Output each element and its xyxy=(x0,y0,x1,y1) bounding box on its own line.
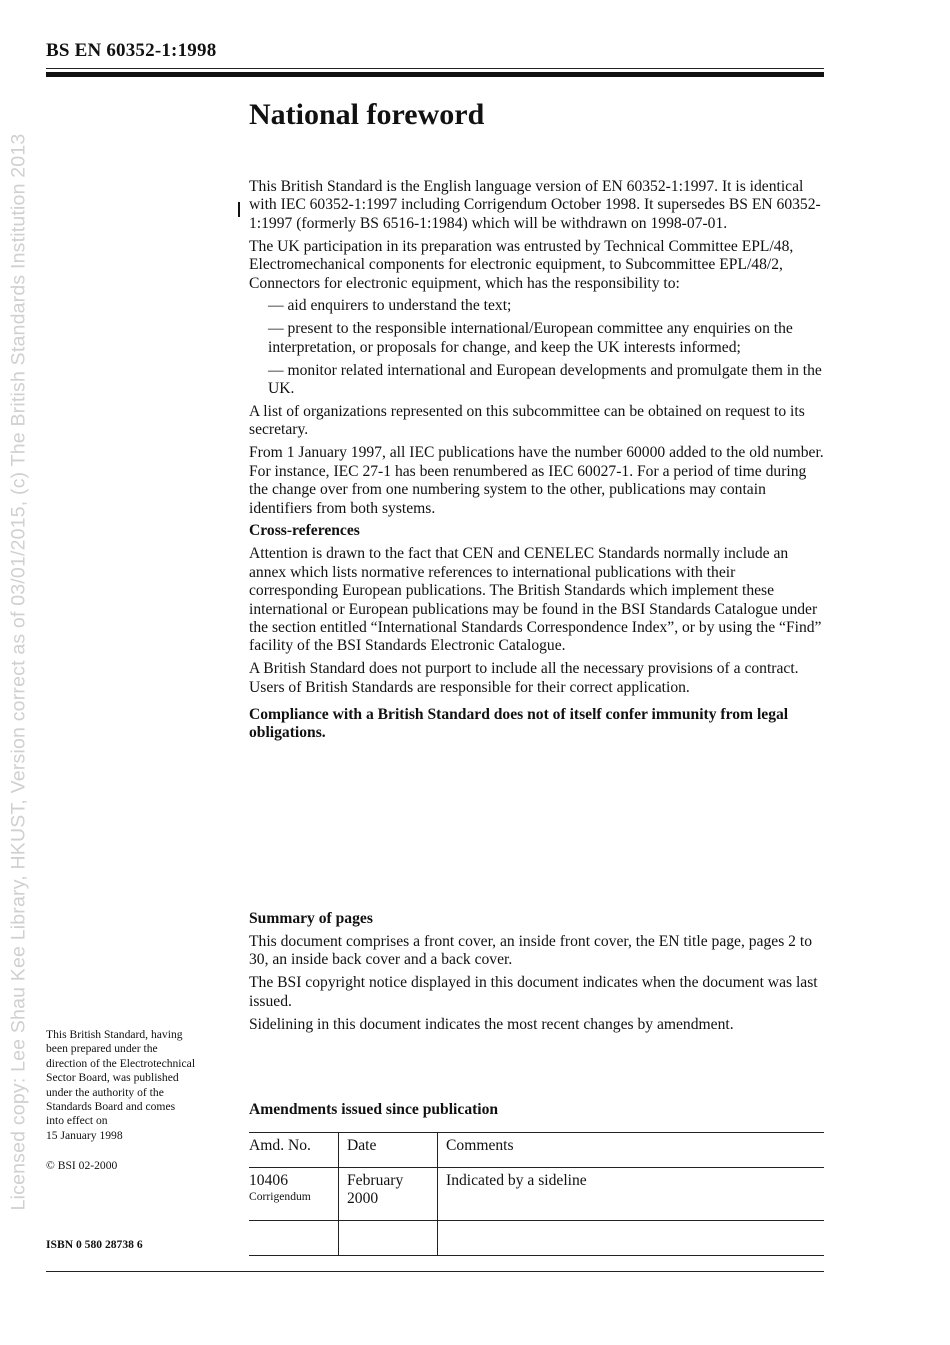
comments-cell: Indicated by a sideline xyxy=(438,1168,825,1221)
date-cell xyxy=(339,1168,438,1221)
amd-type: Corrigendum xyxy=(249,1190,311,1204)
publication-note-line: direction of the Electrotechnical xyxy=(46,1056,196,1070)
amendment-sideline xyxy=(238,202,240,217)
amd-no-cell xyxy=(249,1168,339,1221)
publication-note xyxy=(46,1028,241,1143)
responsibility-item: — monitor related international and European developments and promulgate them in the UK. xyxy=(268,361,822,398)
publication-note-line: under the authority of the xyxy=(46,1085,164,1099)
publication-note-line: 15 January 1998 xyxy=(46,1128,123,1142)
date-month: February xyxy=(347,1172,404,1189)
responsibility-item: — aid enquirers to understand the text; xyxy=(268,297,512,315)
page-title: National foreword xyxy=(249,98,485,131)
table-header-row xyxy=(249,1133,824,1168)
organizations-paragraph: A list of organizations represented on this subcommittee can be obtained on request to its secretary. xyxy=(249,402,805,439)
header-rule-thick xyxy=(46,72,824,77)
column-header-date: Date xyxy=(339,1133,438,1168)
copyright-notice-paragraph: The BSI copyright notice displayed in this document indicates when the document was last issued. xyxy=(249,974,818,1010)
amd-no: 10406 xyxy=(249,1172,288,1189)
publication-note-line: Sector Board, was published xyxy=(46,1071,179,1085)
contract-paragraph: A British Standard does not purport to include all the necessary provisions of a contract. Users of British Standards are responsible for their correct application. xyxy=(249,660,799,696)
column-header-amd-no: Amd. No. xyxy=(249,1137,311,1154)
cross-references-heading: Cross-references xyxy=(249,522,360,540)
footer-rule xyxy=(46,1271,824,1272)
empty-cell xyxy=(339,1221,438,1256)
amendments-table xyxy=(249,1132,824,1256)
compliance-statement: Compliance with a British Standard does not of itself confer immunity from legal obligations. xyxy=(249,706,789,742)
document-id: BS EN 60352-1:1998 xyxy=(46,40,217,61)
summary-of-pages xyxy=(249,910,827,1038)
date-year: 2000 xyxy=(347,1190,379,1208)
summary-heading: Summary of pages xyxy=(249,910,373,927)
column-header-comments: Comments xyxy=(438,1133,825,1168)
publication-note-line: into effect on xyxy=(46,1114,108,1128)
table-row xyxy=(249,1168,824,1221)
foreword-body xyxy=(249,178,827,747)
sidelining-paragraph: Sidelining in this document indicates the most recent changes by amendment. xyxy=(249,1015,734,1033)
publication-note-line: This British Standard, having xyxy=(46,1028,183,1041)
amendments-heading: Amendments issued since publication xyxy=(249,1101,499,1118)
copyright-line: © BSI 02-2000 xyxy=(46,1159,118,1172)
license-watermark: Licensed copy: Lee Shau Kee Library, HKUST, Version correct as of 03/01/2015, (c) The British Standards Institution 2013 xyxy=(7,133,30,1211)
header-rule-thin xyxy=(46,68,824,69)
intro-paragraph: This British Standard is the English language version of EN 60352-1:1997. It is identical with IEC 60352-1:1997 including Corrigendum October 1998. It supersedes BS EN 60352-1:1997 (formerly BS 6516-1:1984) which will be withdrawn on 1998-07-01. xyxy=(249,178,821,232)
summary-paragraph: This document comprises a front cover, an inside front cover, the EN title page, pages 2 to 30, an inside back cover and a back cover. xyxy=(249,932,812,969)
isbn: ISBN 0 580 28738 6 xyxy=(46,1238,143,1251)
cross-references-paragraph: Attention is drawn to the fact that CEN and CENELEC Standards normally include an annex which lists normative references to international publications with their corresponding European publications. The British Standards which implement these international or European publications may be found in the BSI Standards Catalogue under the section entitled “International Standards Correspondence Index”, or by using the “Find” facility of the BSI Standards Electronic Catalogue. xyxy=(249,545,822,655)
empty-cell xyxy=(438,1221,825,1256)
table-row-empty xyxy=(249,1221,824,1256)
responsibility-item: — present to the responsible international/European committee any enquiries on the interpretation, or proposals for change, and keep the UK interests informed; xyxy=(268,320,793,356)
publication-note-line: Standards Board and comes xyxy=(46,1100,176,1114)
participation-paragraph: The UK participation in its preparation was entrusted by Technical Committee EPL/48, Electromechanical components for electronic equipment, to Subcommittee EPL/48/2, Connectors for electronic equipment, which has the responsibility to: xyxy=(249,237,794,292)
numbering-paragraph: From 1 January 1997, all IEC publications have the number 60000 added to the old number. For instance, IEC 27-1 has been renumbered as IEC 60027-1. For a period of time during the change over from one numbering system to the other, publications may contain identifiers from both systems. xyxy=(249,444,824,517)
publication-note-line: been prepared under the xyxy=(46,1042,158,1056)
empty-cell xyxy=(249,1221,339,1256)
